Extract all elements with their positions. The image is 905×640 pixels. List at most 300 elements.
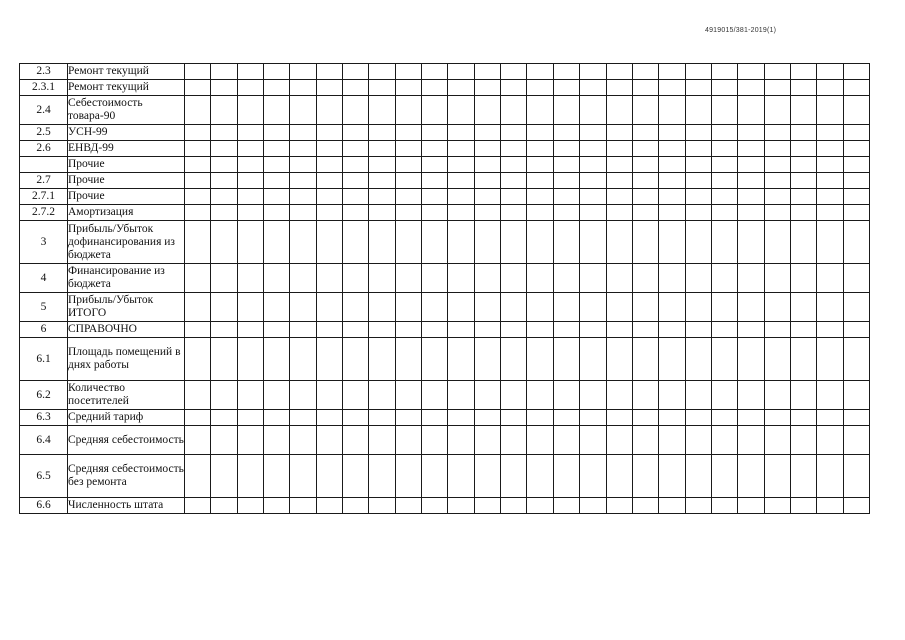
empty-value-cell <box>422 80 448 96</box>
empty-value-cell <box>264 189 290 205</box>
empty-value-cell <box>817 264 843 293</box>
empty-value-cell <box>790 410 816 426</box>
empty-value-cell <box>369 96 395 125</box>
empty-value-cell <box>711 64 737 80</box>
empty-value-cell <box>264 64 290 80</box>
empty-value-cell <box>474 381 500 410</box>
empty-value-cell <box>606 96 632 125</box>
row-number-cell: 6 <box>20 322 68 338</box>
empty-value-cell <box>448 205 474 221</box>
empty-value-cell <box>764 173 790 189</box>
empty-value-cell <box>553 338 579 381</box>
empty-value-cell <box>395 96 421 125</box>
empty-value-cell <box>290 64 316 80</box>
empty-value-cell <box>237 293 263 322</box>
empty-value-cell <box>580 381 606 410</box>
empty-value-cell <box>685 338 711 381</box>
empty-value-cell <box>343 141 369 157</box>
empty-value-cell <box>316 205 342 221</box>
empty-value-cell <box>290 410 316 426</box>
empty-value-cell <box>185 205 211 221</box>
empty-value-cell <box>553 157 579 173</box>
empty-value-cell <box>290 157 316 173</box>
empty-value-cell <box>738 381 764 410</box>
empty-value-cell <box>527 293 553 322</box>
empty-value-cell <box>659 322 685 338</box>
empty-value-cell <box>606 125 632 141</box>
empty-value-cell <box>316 141 342 157</box>
empty-value-cell <box>659 221 685 264</box>
empty-value-cell <box>264 455 290 498</box>
empty-value-cell <box>659 173 685 189</box>
empty-value-cell <box>685 498 711 514</box>
empty-value-cell <box>448 381 474 410</box>
empty-value-cell <box>501 381 527 410</box>
empty-value-cell <box>501 293 527 322</box>
empty-value-cell <box>711 141 737 157</box>
empty-value-cell <box>580 455 606 498</box>
empty-value-cell <box>343 455 369 498</box>
empty-value-cell <box>422 221 448 264</box>
empty-value-cell <box>632 80 658 96</box>
empty-value-cell <box>738 141 764 157</box>
empty-value-cell <box>501 64 527 80</box>
empty-value-cell <box>711 498 737 514</box>
empty-value-cell <box>764 205 790 221</box>
empty-value-cell <box>369 141 395 157</box>
empty-value-cell <box>448 426 474 455</box>
empty-value-cell <box>343 264 369 293</box>
empty-value-cell <box>264 381 290 410</box>
empty-value-cell <box>237 322 263 338</box>
empty-value-cell <box>606 338 632 381</box>
empty-value-cell <box>790 293 816 322</box>
empty-value-cell <box>738 338 764 381</box>
empty-value-cell <box>632 96 658 125</box>
empty-value-cell <box>369 221 395 264</box>
empty-value-cell <box>659 189 685 205</box>
row-number-cell: 2.7.1 <box>20 189 68 205</box>
empty-value-cell <box>501 80 527 96</box>
empty-value-cell <box>185 64 211 80</box>
empty-value-cell <box>185 157 211 173</box>
empty-value-cell <box>264 96 290 125</box>
empty-value-cell <box>580 80 606 96</box>
empty-value-cell <box>659 264 685 293</box>
empty-value-cell <box>369 205 395 221</box>
empty-value-cell <box>448 141 474 157</box>
row-label-cell: Ремонт текущий <box>68 64 185 80</box>
empty-value-cell <box>501 205 527 221</box>
row-label-cell: Себестоимость товара-90 <box>68 96 185 125</box>
table-row <box>20 410 870 426</box>
empty-value-cell <box>343 426 369 455</box>
empty-value-cell <box>659 338 685 381</box>
empty-value-cell <box>738 293 764 322</box>
empty-value-cell <box>316 498 342 514</box>
empty-value-cell <box>632 189 658 205</box>
empty-value-cell <box>237 264 263 293</box>
empty-value-cell <box>369 125 395 141</box>
empty-value-cell <box>685 455 711 498</box>
empty-value-cell <box>422 498 448 514</box>
empty-value-cell <box>580 498 606 514</box>
empty-value-cell <box>343 125 369 141</box>
empty-value-cell <box>843 205 869 221</box>
empty-value-cell <box>527 221 553 264</box>
empty-value-cell <box>185 173 211 189</box>
empty-value-cell <box>738 221 764 264</box>
empty-value-cell <box>343 338 369 381</box>
table-row <box>20 141 870 157</box>
empty-value-cell <box>474 64 500 80</box>
empty-value-cell <box>369 426 395 455</box>
empty-value-cell <box>711 381 737 410</box>
empty-value-cell <box>580 173 606 189</box>
empty-value-cell <box>343 410 369 426</box>
empty-value-cell <box>369 173 395 189</box>
empty-value-cell <box>711 125 737 141</box>
empty-value-cell <box>843 338 869 381</box>
empty-value-cell <box>711 189 737 205</box>
empty-value-cell <box>290 381 316 410</box>
empty-value-cell <box>211 426 237 455</box>
row-number-cell: 5 <box>20 293 68 322</box>
empty-value-cell <box>790 173 816 189</box>
empty-value-cell <box>632 381 658 410</box>
empty-value-cell <box>764 426 790 455</box>
empty-value-cell <box>290 96 316 125</box>
empty-value-cell <box>369 381 395 410</box>
empty-value-cell <box>474 426 500 455</box>
empty-value-cell <box>185 338 211 381</box>
empty-value-cell <box>343 64 369 80</box>
empty-value-cell <box>580 293 606 322</box>
empty-value-cell <box>527 455 553 498</box>
table-row <box>20 221 870 264</box>
empty-value-cell <box>685 64 711 80</box>
empty-value-cell <box>316 80 342 96</box>
empty-value-cell <box>185 221 211 264</box>
empty-value-cell <box>738 173 764 189</box>
empty-value-cell <box>790 221 816 264</box>
empty-value-cell <box>422 141 448 157</box>
row-number-cell: 2.4 <box>20 96 68 125</box>
empty-value-cell <box>474 173 500 189</box>
row-number-cell <box>20 157 68 173</box>
empty-value-cell <box>632 125 658 141</box>
empty-value-cell <box>395 205 421 221</box>
empty-value-cell <box>817 410 843 426</box>
empty-value-cell <box>659 381 685 410</box>
empty-value-cell <box>580 64 606 80</box>
empty-value-cell <box>553 64 579 80</box>
empty-value-cell <box>369 64 395 80</box>
table-row <box>20 293 870 322</box>
empty-value-cell <box>764 455 790 498</box>
empty-value-cell <box>211 264 237 293</box>
empty-value-cell <box>553 173 579 189</box>
table-row <box>20 381 870 410</box>
empty-value-cell <box>211 173 237 189</box>
empty-value-cell <box>237 455 263 498</box>
empty-value-cell <box>553 96 579 125</box>
empty-value-cell <box>264 157 290 173</box>
empty-value-cell <box>738 426 764 455</box>
empty-value-cell <box>237 205 263 221</box>
empty-value-cell <box>422 157 448 173</box>
empty-value-cell <box>843 141 869 157</box>
row-label-cell: Количество посетителей <box>68 381 185 410</box>
empty-value-cell <box>290 338 316 381</box>
empty-value-cell <box>422 173 448 189</box>
empty-value-cell <box>343 189 369 205</box>
empty-value-cell <box>237 125 263 141</box>
empty-value-cell <box>264 498 290 514</box>
empty-value-cell <box>817 498 843 514</box>
empty-value-cell <box>659 141 685 157</box>
empty-value-cell <box>685 157 711 173</box>
empty-value-cell <box>527 410 553 426</box>
empty-value-cell <box>290 455 316 498</box>
empty-value-cell <box>501 455 527 498</box>
empty-value-cell <box>817 381 843 410</box>
empty-value-cell <box>553 264 579 293</box>
empty-value-cell <box>632 264 658 293</box>
empty-value-cell <box>474 80 500 96</box>
empty-value-cell <box>711 157 737 173</box>
empty-value-cell <box>685 426 711 455</box>
empty-value-cell <box>817 64 843 80</box>
empty-value-cell <box>764 80 790 96</box>
empty-value-cell <box>395 455 421 498</box>
empty-value-cell <box>764 322 790 338</box>
empty-value-cell <box>606 80 632 96</box>
empty-value-cell <box>448 64 474 80</box>
empty-value-cell <box>395 293 421 322</box>
empty-value-cell <box>527 173 553 189</box>
empty-value-cell <box>606 205 632 221</box>
empty-value-cell <box>738 157 764 173</box>
row-label-cell: Прочие <box>68 189 185 205</box>
empty-value-cell <box>764 498 790 514</box>
empty-value-cell <box>264 322 290 338</box>
empty-value-cell <box>290 221 316 264</box>
budget-table-body <box>20 64 870 514</box>
empty-value-cell <box>738 205 764 221</box>
empty-value-cell <box>237 141 263 157</box>
empty-value-cell <box>237 189 263 205</box>
empty-value-cell <box>211 96 237 125</box>
empty-value-cell <box>316 410 342 426</box>
table-row <box>20 498 870 514</box>
empty-value-cell <box>211 205 237 221</box>
empty-value-cell <box>395 381 421 410</box>
empty-value-cell <box>817 141 843 157</box>
empty-value-cell <box>580 189 606 205</box>
empty-value-cell <box>264 410 290 426</box>
empty-value-cell <box>290 189 316 205</box>
row-number-cell: 6.2 <box>20 381 68 410</box>
empty-value-cell <box>422 96 448 125</box>
empty-value-cell <box>290 80 316 96</box>
empty-value-cell <box>659 455 685 498</box>
empty-value-cell <box>817 455 843 498</box>
empty-value-cell <box>474 498 500 514</box>
empty-value-cell <box>448 498 474 514</box>
empty-value-cell <box>606 322 632 338</box>
row-label-cell: УСН-99 <box>68 125 185 141</box>
empty-value-cell <box>501 426 527 455</box>
empty-value-cell <box>764 293 790 322</box>
empty-value-cell <box>632 221 658 264</box>
empty-value-cell <box>817 338 843 381</box>
empty-value-cell <box>422 64 448 80</box>
empty-value-cell <box>711 455 737 498</box>
empty-value-cell <box>790 157 816 173</box>
empty-value-cell <box>685 125 711 141</box>
empty-value-cell <box>422 205 448 221</box>
empty-value-cell <box>316 64 342 80</box>
empty-value-cell <box>237 410 263 426</box>
empty-value-cell <box>185 141 211 157</box>
empty-value-cell <box>264 293 290 322</box>
empty-value-cell <box>527 80 553 96</box>
empty-value-cell <box>422 125 448 141</box>
row-label-cell: Амортизация <box>68 205 185 221</box>
row-label-cell: Площадь помещений в днях работы <box>68 338 185 381</box>
empty-value-cell <box>474 141 500 157</box>
empty-value-cell <box>211 141 237 157</box>
row-number-cell: 3 <box>20 221 68 264</box>
empty-value-cell <box>237 64 263 80</box>
row-label-cell: ЕНВД-99 <box>68 141 185 157</box>
empty-value-cell <box>185 322 211 338</box>
empty-value-cell <box>553 189 579 205</box>
table-row <box>20 338 870 381</box>
empty-value-cell <box>211 64 237 80</box>
budget-table <box>19 63 870 514</box>
empty-value-cell <box>632 322 658 338</box>
empty-value-cell <box>264 221 290 264</box>
row-label-cell: Прочие <box>68 173 185 189</box>
empty-value-cell <box>264 426 290 455</box>
empty-value-cell <box>474 125 500 141</box>
empty-value-cell <box>843 64 869 80</box>
empty-value-cell <box>501 498 527 514</box>
empty-value-cell <box>738 410 764 426</box>
empty-value-cell <box>395 221 421 264</box>
empty-value-cell <box>474 264 500 293</box>
row-label-cell: Финансирование из бюджета <box>68 264 185 293</box>
empty-value-cell <box>448 173 474 189</box>
empty-value-cell <box>738 498 764 514</box>
empty-value-cell <box>264 205 290 221</box>
row-number-cell: 2.3 <box>20 64 68 80</box>
empty-value-cell <box>817 322 843 338</box>
empty-value-cell <box>211 80 237 96</box>
empty-value-cell <box>211 189 237 205</box>
empty-value-cell <box>237 426 263 455</box>
empty-value-cell <box>790 141 816 157</box>
empty-value-cell <box>316 338 342 381</box>
empty-value-cell <box>343 80 369 96</box>
empty-value-cell <box>711 96 737 125</box>
empty-value-cell <box>264 141 290 157</box>
empty-value-cell <box>685 293 711 322</box>
empty-value-cell <box>316 264 342 293</box>
empty-value-cell <box>790 205 816 221</box>
empty-value-cell <box>817 96 843 125</box>
empty-value-cell <box>553 455 579 498</box>
row-label-cell: Средняя себестоимость <box>68 426 185 455</box>
table-row <box>20 157 870 173</box>
empty-value-cell <box>474 157 500 173</box>
empty-value-cell <box>817 205 843 221</box>
row-number-cell: 4 <box>20 264 68 293</box>
empty-value-cell <box>843 157 869 173</box>
empty-value-cell <box>632 498 658 514</box>
row-number-cell: 2.7 <box>20 173 68 189</box>
empty-value-cell <box>316 96 342 125</box>
empty-value-cell <box>685 80 711 96</box>
table-row <box>20 189 870 205</box>
empty-value-cell <box>659 426 685 455</box>
empty-value-cell <box>343 205 369 221</box>
empty-value-cell <box>711 338 737 381</box>
empty-value-cell <box>790 498 816 514</box>
empty-value-cell <box>738 125 764 141</box>
empty-value-cell <box>606 64 632 80</box>
empty-value-cell <box>501 221 527 264</box>
row-number-cell: 6.3 <box>20 410 68 426</box>
empty-value-cell <box>685 264 711 293</box>
empty-value-cell <box>527 426 553 455</box>
empty-value-cell <box>843 221 869 264</box>
row-label-cell: Ремонт текущий <box>68 80 185 96</box>
empty-value-cell <box>422 455 448 498</box>
empty-value-cell <box>606 157 632 173</box>
empty-value-cell <box>711 205 737 221</box>
empty-value-cell <box>343 498 369 514</box>
empty-value-cell <box>659 293 685 322</box>
empty-value-cell <box>711 426 737 455</box>
empty-value-cell <box>395 426 421 455</box>
empty-value-cell <box>843 173 869 189</box>
empty-value-cell <box>790 338 816 381</box>
empty-value-cell <box>790 322 816 338</box>
row-number-cell: 2.3.1 <box>20 80 68 96</box>
empty-value-cell <box>659 157 685 173</box>
empty-value-cell <box>501 96 527 125</box>
empty-value-cell <box>817 125 843 141</box>
empty-value-cell <box>369 264 395 293</box>
empty-value-cell <box>527 498 553 514</box>
empty-value-cell <box>422 410 448 426</box>
empty-value-cell <box>580 410 606 426</box>
empty-value-cell <box>843 96 869 125</box>
empty-value-cell <box>632 410 658 426</box>
empty-value-cell <box>290 498 316 514</box>
empty-value-cell <box>606 293 632 322</box>
empty-value-cell <box>185 498 211 514</box>
empty-value-cell <box>237 498 263 514</box>
empty-value-cell <box>501 410 527 426</box>
empty-value-cell <box>527 189 553 205</box>
empty-value-cell <box>606 498 632 514</box>
empty-value-cell <box>448 96 474 125</box>
table-row <box>20 264 870 293</box>
